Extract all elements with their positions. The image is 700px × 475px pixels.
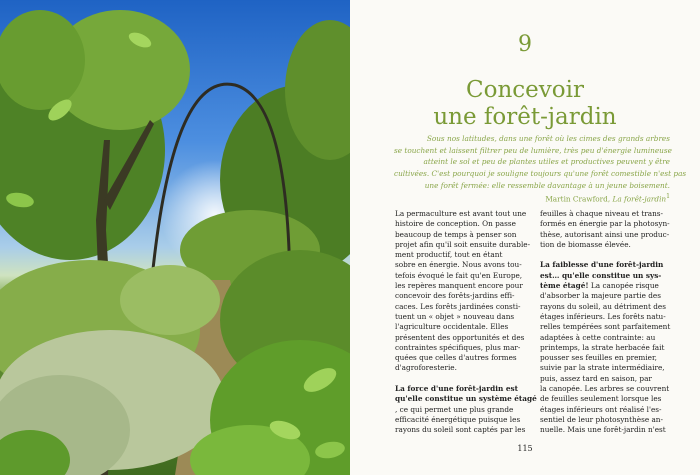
text-line: La permaculture est avant tout une (395, 209, 527, 218)
bold-lead: La faiblesse d'une forêt-jardin (540, 260, 664, 270)
text-line: pousser ses feuilles en premier, (540, 353, 657, 363)
text-line: étages inférieurs ont réalisé l'es- (540, 404, 662, 414)
text-line: feuilles à chaque niveau et trans- (540, 209, 664, 218)
text-line: thèse, autorisant ainsi une produc- (540, 229, 670, 239)
attribution-source: La forêt-jardin (612, 194, 667, 204)
text-line: suivie par la strate intermédiaire, (540, 363, 665, 373)
epigraph-line: atteint le sol et peu de plantes utiles et productives peuvent y être (423, 157, 670, 167)
chapter-title (350, 77, 700, 131)
text-line (540, 281, 673, 291)
chapter-title-line: une forêt-jardin (433, 104, 617, 130)
chapter-title-line: Concevoir (466, 77, 584, 103)
bold-lead: qu'elle constitue un système étagé (395, 394, 537, 404)
text-line: printemps, la strate herbacée fait (540, 342, 665, 352)
text-line: tuent un « objet » nouveau dans (395, 311, 515, 321)
chapter-number: 9 (518, 32, 532, 57)
text-line: tion de biomasse élevée. (540, 239, 631, 249)
text-line: beaucoup de temps à penser son (395, 229, 517, 239)
text-line: la canopée. Les arbres se couvrent (540, 384, 670, 394)
text-line: sobre en énergie. Nous avons tou- (395, 260, 522, 270)
text-line: quées que celles d'autres formes (395, 353, 517, 363)
text-line: sentiel de leur photosynthèse an- (540, 414, 663, 424)
text-line: caces. Les forêts jardinées consti- (395, 301, 521, 311)
text-line: l'agriculture occidentale. Elles (395, 322, 509, 332)
text-line: rayons du soleil, au détriment des (540, 301, 666, 311)
text-line: formés en énergie par la photosyn- (540, 219, 670, 229)
text-line: puis, assez tard en saison, par (540, 373, 652, 383)
text-line: concevoir des forêts-jardins effi- (395, 291, 515, 301)
body-column-left (395, 209, 537, 446)
text-line: rayons du soleil sont captés par les (395, 425, 526, 435)
text-line: relles tempérées sont parfaitement (540, 322, 671, 332)
text-line: ment productif, tout en étant (395, 250, 503, 260)
epigraph-line: Sous nos latitudes, dans une forêt où les cimes des grands arbres (426, 134, 670, 143)
text-run: La canopée risque (588, 281, 659, 291)
text-line: efficacité énergétique puisque les (395, 414, 521, 424)
text-line: projet afin qu'il soit ensuite durable- (395, 239, 531, 249)
text-line: adaptées à cette contrainte: au (540, 332, 656, 342)
text-line: nuelle. Mais une forêt-jardin n'est (540, 425, 666, 435)
text-line: d'absorber la majeure partie des (540, 291, 661, 301)
paragraph (395, 384, 537, 435)
body-column-right (540, 209, 673, 446)
text-line: contraintes spécifiques, plus mar- (395, 342, 521, 352)
page-number: 115 (517, 444, 533, 453)
text-line: les repères manquent encore pour (395, 281, 523, 291)
attribution-author: Martin Crawford, (545, 194, 611, 204)
epigraph-line: se touchent et laissent filtrer peu de lumière, très peu d'énergie lumineuse (394, 145, 672, 155)
epigraph-line: une forêt fermée: elle ressemble davantage à un jeune boisement. (424, 180, 670, 190)
text-line: histoire de conception. On passe (395, 219, 516, 229)
bold-lead: tème étagé! (540, 281, 589, 291)
epigraph-quote (394, 133, 687, 192)
bold-lead: La force d'une forêt-jardin est (395, 384, 518, 394)
epigraph-line: cultivées. C'est pourquoi je souligne toujours qu'une forêt comestible n'est pas (394, 169, 687, 179)
text-line (395, 394, 537, 404)
text-page (350, 0, 700, 475)
text-line: présentent des opportunités et des (395, 332, 525, 342)
text-line (540, 271, 673, 281)
paragraph (540, 209, 673, 250)
footnote-marker: 1 (666, 193, 670, 200)
text-line: de feuilles seulement lorsque les (540, 394, 662, 404)
text-line: tefois évoqué le fait qu'en Europe, (395, 270, 523, 280)
text-line (540, 260, 673, 270)
text-line: , ce qui permet une plus grande (395, 404, 514, 414)
bold-lead: est… qu'elle constitue un sys- (540, 270, 662, 280)
paragraph (540, 260, 673, 435)
text-line: étages inférieurs. Les forêts natu- (540, 311, 666, 321)
text-line (395, 384, 528, 394)
epigraph-attribution (394, 192, 670, 204)
paragraph (395, 209, 531, 374)
text-line: d'agroforesterie. (395, 363, 457, 373)
